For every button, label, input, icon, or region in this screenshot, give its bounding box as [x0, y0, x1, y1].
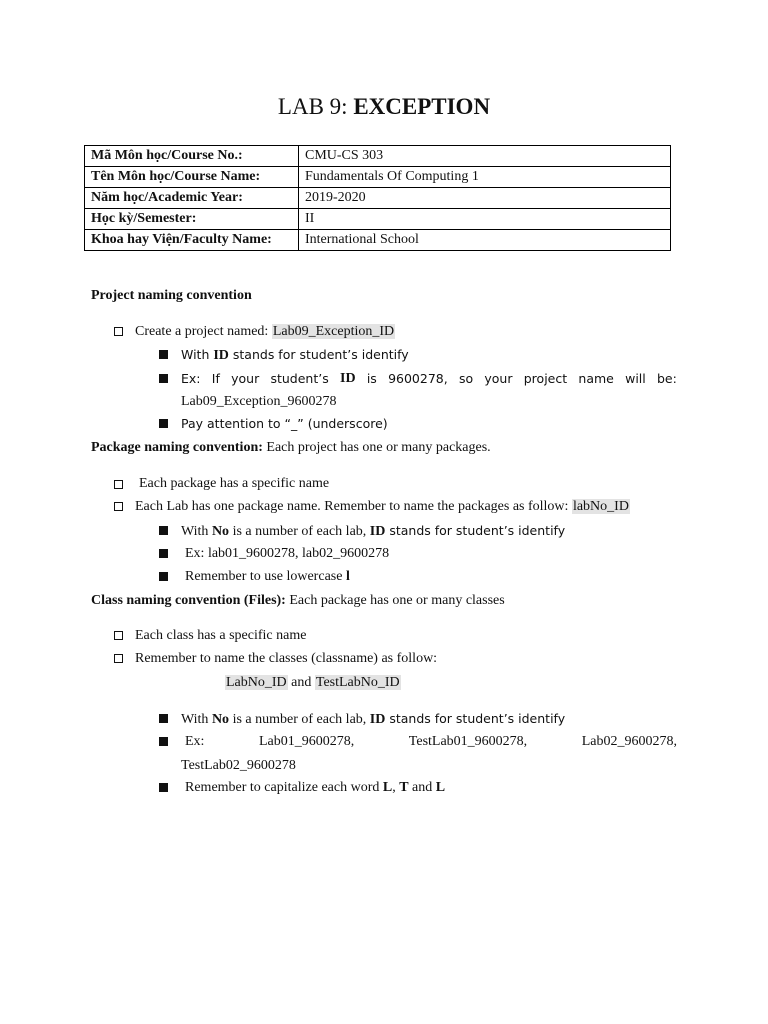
checkbox-icon	[114, 327, 123, 336]
square-bullet-icon	[159, 714, 168, 723]
course-info-value: Fundamentals Of Computing 1	[299, 167, 671, 188]
package-heading: Package naming convention: Each project has one or many packages.	[91, 440, 491, 455]
class-item-remember: Remember to name the classes (classname) as follow:	[135, 651, 438, 666]
example-word: project	[523, 371, 568, 386]
package-sub-lowercase: Remember to use lowercase l	[185, 569, 350, 584]
example-word: If	[211, 371, 220, 386]
course-info-row	[85, 146, 671, 167]
checkbox-icon	[114, 502, 123, 511]
square-bullet-icon	[159, 572, 168, 581]
highlight-test-class-name: TestLabNo_ID	[315, 675, 400, 690]
course-info-row	[85, 230, 671, 251]
course-info-row	[85, 209, 671, 230]
package-item-name: Each package has a specific name	[139, 476, 330, 491]
project-sub-underscore: Pay attention to “_” (underscore)	[181, 416, 388, 431]
class-heading: Class naming convention (Files): Each package has one or many classes	[91, 593, 505, 608]
square-bullet-icon	[159, 374, 168, 383]
package-sub-no: With No is a number of each lab, ID stands for student’s identify	[181, 523, 566, 539]
package-sub-example: Ex: lab01_9600278, lab02_9600278	[185, 546, 390, 561]
course-info-value: 2019-2020	[299, 188, 671, 209]
project-sub-id: With ID stands for student’s identify	[181, 347, 409, 363]
class-sub-capitalize: Remember to capitalize each word L, T and L	[185, 780, 446, 795]
course-info-row	[85, 188, 671, 209]
course-info-table	[84, 145, 671, 251]
example-word: will	[625, 371, 646, 386]
project-heading: Project naming convention	[91, 288, 252, 303]
example-word: Lab02_9600278,	[581, 734, 677, 749]
course-info-value: International School	[299, 230, 671, 251]
course-info-row	[85, 167, 671, 188]
example-word: ID	[340, 371, 356, 386]
example-word: be:	[657, 371, 677, 386]
example-word: Ex:	[185, 734, 205, 749]
example-word: so	[458, 371, 474, 386]
example-word: Ex:	[181, 371, 201, 386]
checkbox-icon	[114, 631, 123, 640]
square-bullet-icon	[159, 737, 168, 746]
highlight-project-name: Lab09_Exception_ID	[272, 324, 395, 339]
class-sub-no: With No is a number of each lab, ID stands for student’s identify	[181, 711, 566, 727]
example-word: name	[578, 371, 614, 386]
square-bullet-icon	[159, 350, 168, 359]
highlight-package-name: labNo_ID	[572, 499, 629, 514]
course-info-value: II	[299, 209, 671, 230]
class-sub-example-cont: TestLab02_9600278	[181, 758, 296, 773]
example-word: is	[366, 371, 377, 386]
project-sub-example-cont: Lab09_Exception_9600278	[181, 394, 337, 409]
package-item-lab: Each Lab has one package name. Remember to name the packages as follow: labNo_ID	[135, 499, 629, 514]
checkbox-icon	[114, 480, 123, 489]
example-word: 9600278,	[388, 371, 448, 386]
class-sub-example	[185, 732, 677, 752]
class-item-name: Each class has a specific name	[135, 628, 307, 643]
example-word: student’s	[270, 371, 329, 386]
project-sub-example	[181, 369, 677, 389]
class-names: LabNo_ID and TestLabNo_ID	[226, 675, 400, 690]
example-word: Lab01_9600278,	[258, 734, 355, 749]
square-bullet-icon	[159, 526, 168, 535]
example-word: TestLab01_9600278,	[408, 734, 528, 749]
course-info-label: Học kỳ/Semester:	[85, 209, 299, 230]
course-info-label: Tên Môn học/Course Name:	[85, 167, 299, 188]
page-title: LAB 9: EXCEPTION	[277, 94, 491, 119]
course-info-value: CMU-CS 303	[299, 146, 671, 167]
square-bullet-icon	[159, 549, 168, 558]
checkbox-icon	[114, 654, 123, 663]
course-info-label: Khoa hay Viện/Faculty Name:	[85, 230, 299, 251]
square-bullet-icon	[159, 419, 168, 428]
project-item-create: Create a project named: Lab09_Exception_ID	[135, 324, 395, 339]
square-bullet-icon	[159, 783, 168, 792]
example-word: your	[484, 371, 513, 386]
course-info-label: Năm học/Academic Year:	[85, 188, 299, 209]
example-word: your	[231, 371, 260, 386]
highlight-class-name: LabNo_ID	[226, 675, 287, 690]
course-info-label: Mã Môn học/Course No.:	[85, 146, 299, 167]
